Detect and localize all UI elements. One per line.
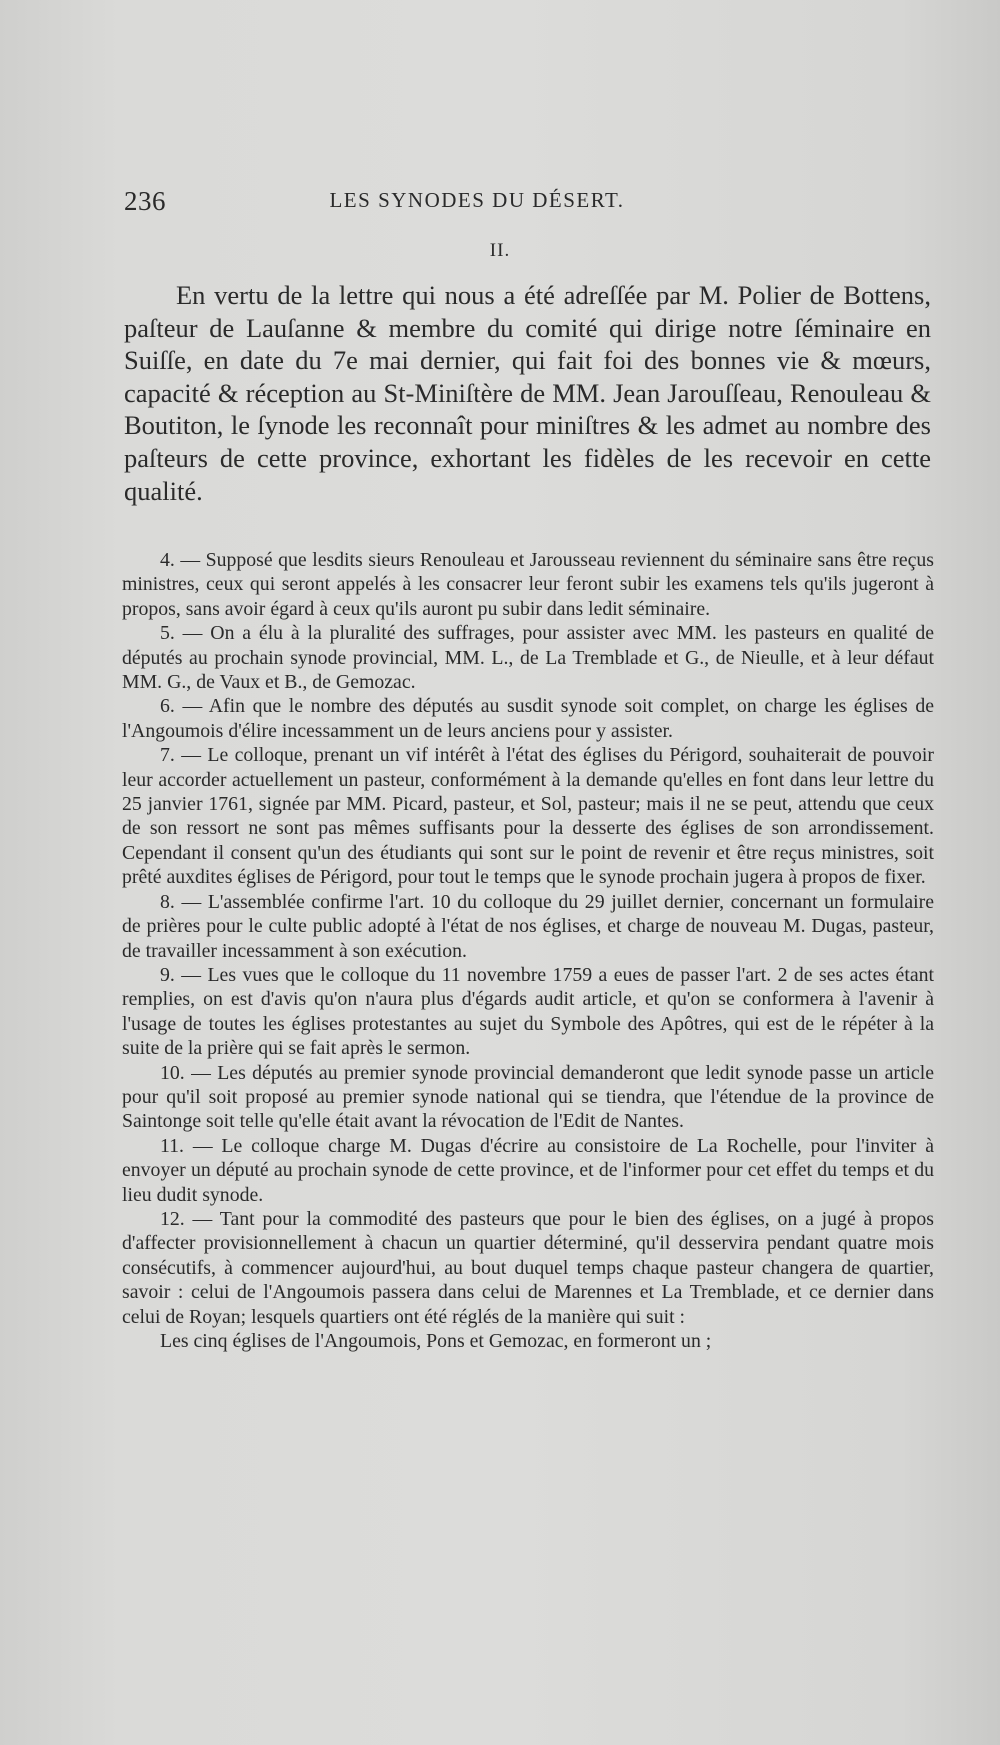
article-5: 5. — On a élu à la pluralité des suffrages, pour assister avec MM. les pasteurs en qualité de députés au prochain synode provincial, MM. L., de La Tremblade et G., de Nieulle, et à leur défaut MM. G., de Vaux et B., de Gemozac. [122,622,934,694]
page-number: 236 [124,186,166,216]
article-7: 7. — Le colloque, prenant un vif intérêt à l'état des églises du Périgord, souhaiterait de pouvoir leur accorder actuellement un pasteur, conformément à la demande qu'elles en font dans leur lettre du 25 janvier 1761, signée par MM. Picard, pasteur, et Sol, pasteur; mais il ne se peut, attendu que ceux de son ressort ne sont pas mêmes suffisants pour la desserte des églises de son arrondissement. Cependant il consent qu'un des étudiants qui sont sur le point de revenir et être reçus ministres, soit prêté auxdites églises de Périgord, pour tout le temps que le synode prochain jugera à propos de fixer. [122,744,934,889]
article-6: 6. — Afin que le nombre des députés au susdit synode soit complet, on charge les églises de l'Angoumois d'élire incessamment un de leurs anciens pour y assister. [122,695,934,742]
article-10: 10. — Les députés au premier synode provincial demanderont que ledit synode passe un article pour qu'il soit proposé au premier synode national qui se tiendra, que l'étendue de la province de Saintonge soit telle qu'elle était avant la révocation de l'Edit de Nantes. [122,1061,934,1133]
articles-list [122,548,934,1353]
article-8: 8. — L'assemblée confirme l'art. 10 du colloque du 29 juillet dernier, concernant un formulaire de prières pour le culte public adopté à l'état de nos églises, et charge de nouveau M. Dugas, pasteur, de travailler incessamment à son exécution. [122,890,934,962]
article-12: 12. — Tant pour la commodité des pasteurs que pour le bien des églises, on a jugé à propos d'affecter provisionnellement à chacun un quartier déterminé, qu'il desservira pendant quatre mois consécutifs, à commencer aujourd'hui, au bout duquel temps chaque pasteur changera de quartier, savoir : celui de l'Angoumois passera dans celui de Marennes et La Tremblade, et ce dernier dans celui de Royan; lesquels quartiers ont été réglés de la manière qui suit : [122,1207,934,1328]
section-number: II. [489,240,511,261]
article-12-continuation: Les cinq églises de l'Angoumois, Pons et Gemozac, en formeront un ; [160,1330,712,1352]
page-header [124,186,830,226]
running-title: LES SYNODES DU DÉSERT. [329,188,625,212]
article-9: 9. — Les vues que le colloque du 11 novembre 1759 a eues de passer l'art. 2 de ses actes étant remplies, on est d'avis qu'on n'aura plus d'égards audit article, et qu'on se conformera à l'avenir à l'usage de toutes les églises protestantes au sujet du Symbole des Apôtres, qui est de le répéter à la suite de la prière qui se fait après le sermon. [122,963,934,1060]
article-4: 4. — Supposé que lesdits sieurs Renouleau et Jarousseau reviennent du séminaire sans être reçus ministres, ceux qui seront appelés à les consacrer leur feront subir les examens tels qu'ils jugeront à propos, sans avoir égard à ceux qu'ils auront pu subir dans ledit séminaire. [122,549,934,620]
article-11: 11. — Le colloque charge M. Dugas d'écrire au consistoire de La Rochelle, pour l'inviter à envoyer un député au prochain synode de cette province, et de l'informer pour cet effet du temps et du lieu dudit synode. [122,1134,934,1206]
main-paragraph: En vertu de la lettre qui nous a été adreſſée par M. Polier de Bottens, paſteur de Lauſanne & membre du comité qui dirige notre ſéminaire en Suiſſe, en date du 7e mai dernier, qui fait foi des bonnes vie & mœurs, capacité & réception au St-Miniſtère de MM. Jean Jarouſſeau, Renouleau & Boutiton, le ſynode les reconnaît pour miniſtres & les admet au nombre des paſteurs de cette province, exhortant les fidèles de les recevoir en cette qualité. [124,280,931,506]
